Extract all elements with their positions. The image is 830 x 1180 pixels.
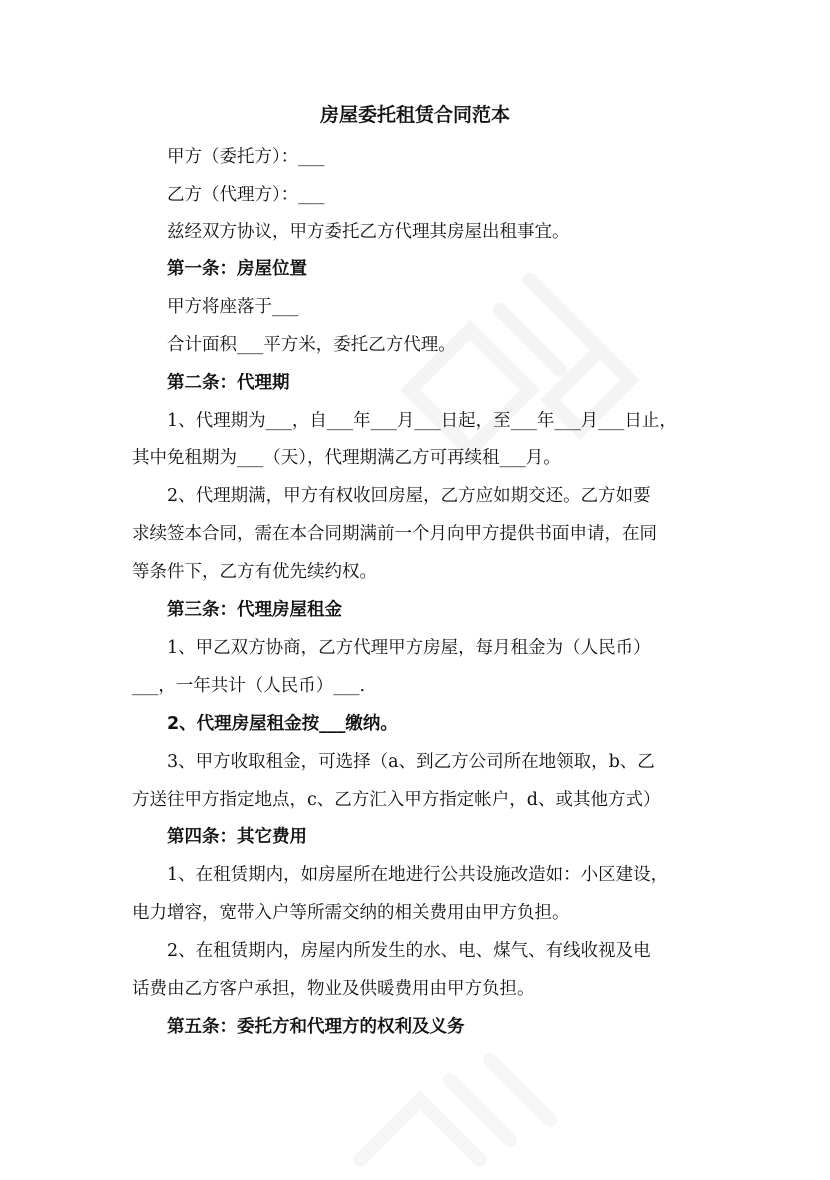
article-1-line-2: 合计面积___平方米，委托乙方代理。 <box>167 335 456 355</box>
article-2-para-2-line-1: 2、代理期满，甲方有权收回房屋，乙方应如期交还。乙方如要 <box>167 486 651 506</box>
document-title: 房屋委托租赁合同范本 <box>319 104 510 126</box>
article-3-para-2: 2、代理房屋租金按___缴纳。 <box>167 714 398 734</box>
article-4-para-2-line-1: 2、在租赁期内，房屋内所发生的水、电、煤气、有线收视及电 <box>167 941 651 961</box>
watermark-logo-bottom <box>340 1040 560 1180</box>
article-3-para-1-line-1: 1、甲乙双方协商，乙方代理甲方房屋，每月租金为（人民币） <box>167 638 651 658</box>
intro-line: 兹经双方协议，甲方委托乙方代理其房屋出租事宜。 <box>167 222 570 242</box>
article-2-para-1-line-2: 其中免租期为___（天），代理期满乙方可再续租___月。 <box>132 448 561 468</box>
party-a-line: 甲方（委托方）：___ <box>167 147 325 167</box>
article-4-para-1-line-2: 电力增容，宽带入户等所需交纳的相关费用由甲方负担。 <box>132 903 570 923</box>
article-3-para-3-line-1: 3、甲方收取租金，可选择（a、到乙方公司所在地领取，b、乙 <box>167 752 655 772</box>
article-2-para-2-line-2: 求续签本合同，需在本合同期满前一个月向甲方提供书面申请，在同 <box>132 524 657 544</box>
article-4-heading: 第四条：其它费用 <box>167 827 307 847</box>
article-2-para-2-line-3: 等条件下，乙方有优先续约权。 <box>132 562 377 582</box>
article-3-para-3-line-2: 方送往甲方指定地点，c、乙方汇入甲方指定帐户，d、或其他方式） <box>132 790 661 810</box>
article-1-heading: 第一条：房屋位置 <box>167 259 307 279</box>
article-4-para-2-line-2: 话费由乙方客户承担，物业及供暖费用由甲方负担。 <box>132 979 535 999</box>
article-5-heading: 第五条：委托方和代理方的权利及义务 <box>167 1017 465 1037</box>
article-3-heading: 第三条：代理房屋租金 <box>167 600 342 620</box>
article-3-para-1-line-2: ___，一年共计（人民币）___. <box>132 676 366 696</box>
article-4-para-1-line-1: 1、在租赁期内，如房屋所在地进行公共设施改造如：小区建设， <box>167 865 669 885</box>
article-2-para-1-line-1: 1、代理期为___，自___年___月___日起，至___年___月___日止， <box>167 411 677 431</box>
article-2-heading: 第二条：代理期 <box>167 373 290 393</box>
party-b-line: 乙方（代理方）：___ <box>167 185 325 205</box>
article-1-line-1: 甲方将座落于___ <box>167 297 299 317</box>
